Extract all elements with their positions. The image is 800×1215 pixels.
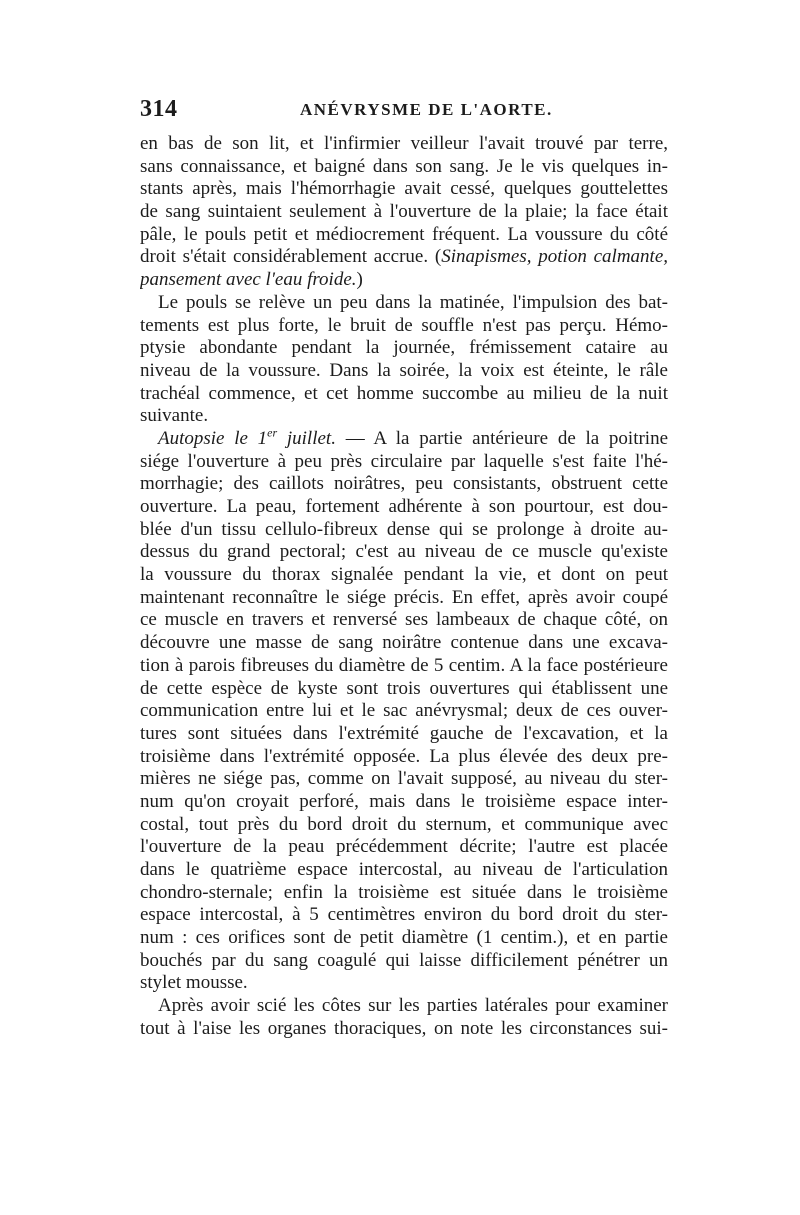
text-segment: Autopsie le 1 [158,427,268,449]
text-line [140,337,668,360]
text-line [140,201,668,224]
page-header [140,96,668,126]
text-line [140,133,668,156]
text-line [140,224,668,247]
text-segment: er [267,427,278,440]
text-line [140,927,668,950]
text-segment: trachéal commence, et cet homme succombe au milieu de la nuit [140,382,668,404]
text-line [140,904,668,927]
text-segment: — A la partie antérieure de la poitrine [335,427,668,449]
text-segment: num qu'on croyait perforé, mais dans le troisième espace inter- [140,790,668,812]
text-segment: pâle, le pouls petit et médiocrement fréquent. La voussure du côté [140,223,668,245]
text-line [140,768,668,791]
text-segment: troisième dans l'extrémité opposée. La plus élevée des deux pre- [140,745,668,767]
text-segment: dessus du grand pectoral; c'est au niveau de ce muscle qu'existe [140,541,668,563]
text-segment: de cette espèce de kyste sont trois ouvertures qui établissent une [140,677,668,699]
text-segment: costal, tout près du bord droit du sternum, et communique avec [140,813,668,835]
text-segment: ce muscle en travers et renversé ses lambeaux de chaque côté, on [140,609,668,631]
text-line [140,836,668,859]
text-segment: Sinapismes, potion calmante, [441,246,668,268]
text-segment: ouverture. La peau, fortement adhérente à son pourtour, est dou- [140,496,668,517]
text-segment: Après avoir scié les côtes sur les parties latérales pour examiner [158,995,668,1017]
text-line [140,360,668,383]
text-segment: communication entre lui et le sac anévrysmal; deux de ces ouver- [140,700,668,722]
text-line [140,383,668,406]
text-line [140,995,668,1018]
text-segment: espace intercostal, à 5 centimètres environ du bord droit du ster- [140,904,668,926]
text-segment: blée d'un tissu cellulo-fibreux dense qui se prolonge à droite au- [140,518,668,540]
text-line [140,700,668,723]
text-segment: ) [356,269,363,291]
text-segment: tures sont situées dans l'extrémité gauche de l'excavation, et la [140,722,668,744]
text-line [140,473,668,496]
text-line [140,541,668,564]
text-segment: sans connaissance, et baigné dans son sang. Je le vis quelques in- [140,155,668,177]
text-line [140,723,668,746]
text-segment: la voussure du thorax signalée pendant la vie, et dont on peut [140,564,668,586]
text-segment: en bas de son lit, et l'infirmier veilleur l'avait trouvé par terre, [140,133,668,154]
text-line [140,269,668,292]
page-number: 314 [140,96,178,122]
text-line [140,292,668,315]
text-line [140,178,668,201]
body-text [140,133,668,1041]
text-line [140,587,668,610]
text-segment: tion à parois fibreuses du diamètre de 5 centim. A la face postérieure [140,654,668,676]
text-line [140,814,668,837]
text-segment: niveau de la voussure. Dans la soirée, la voix est éteinte, le râle [140,359,668,381]
text-segment: stants après, mais l'hémorrhagie avait cessé, quelques gouttelettes [140,178,668,200]
running-title: ANÉVRYSME DE L'AORTE. [300,100,553,119]
text-line [140,678,668,701]
text-line [140,451,668,474]
text-segment: suivante. [140,405,209,427]
text-line [140,246,668,269]
text-segment: découvre une masse de sang noirâtre contenue dans une excava- [140,632,668,654]
text-line [140,972,668,995]
text-segment: stylet mousse. [140,972,248,994]
text-line [140,496,668,519]
text-line [140,315,668,338]
text-segment: de sang suintaient seulement à l'ouverture de la plaie; la face était [140,201,668,223]
text-segment: l'ouverture de la peau précédemment décrite; l'autre est placée [140,836,668,858]
text-line [140,746,668,769]
text-segment: Le pouls se relève un peu dans la matinée, l'impulsion des bat- [158,291,668,313]
text-segment: tout à l'aise les organes thoraciques, on note les circonstances sui- [140,1017,668,1039]
text-segment: num : ces orifices sont de petit diamètre (1 centim.), et en partie [140,927,668,949]
text-segment: siége l'ouverture à peu près circulaire par laquelle s'est faite l'hé- [140,450,668,472]
text-line [140,882,668,905]
text-line [140,428,668,451]
text-segment: droit s'était considérablement accrue. ( [140,246,442,268]
text-line [140,519,668,542]
text-line [140,405,668,428]
text-segment: maintenant reconnaître le siége précis. En effet, après avoir coupé [140,586,668,608]
text-line [140,609,668,632]
text-segment: bouchés par du sang coagulé qui laisse difficilement pénétrer un [140,949,668,971]
text-segment: dans le quatrième espace intercostal, au niveau de l'articulation [140,859,668,880]
text-segment: pansement avec l'eau froide. [140,269,357,291]
text-segment: morrhagie; des caillots noirâtres, peu consistants, obstruent cette [140,473,668,495]
text-line [140,655,668,678]
text-segment: chondro-sternale; enfin la troisième est située dans le troisième [140,881,668,903]
text-line [140,950,668,973]
text-segment: ptysie abondante pendant la journée, frémissement cataire au [140,337,668,359]
text-line [140,564,668,587]
text-segment: mières ne siége pas, comme on l'avait supposé, au niveau du ster- [140,768,668,790]
text-segment: juillet. [277,427,336,449]
text-line [140,791,668,814]
text-line [140,632,668,655]
text-line [140,156,668,179]
text-line [140,1018,668,1041]
text-line [140,859,668,882]
text-segment: tements est plus forte, le bruit de souffle n'est pas perçu. Hémo- [140,314,668,336]
